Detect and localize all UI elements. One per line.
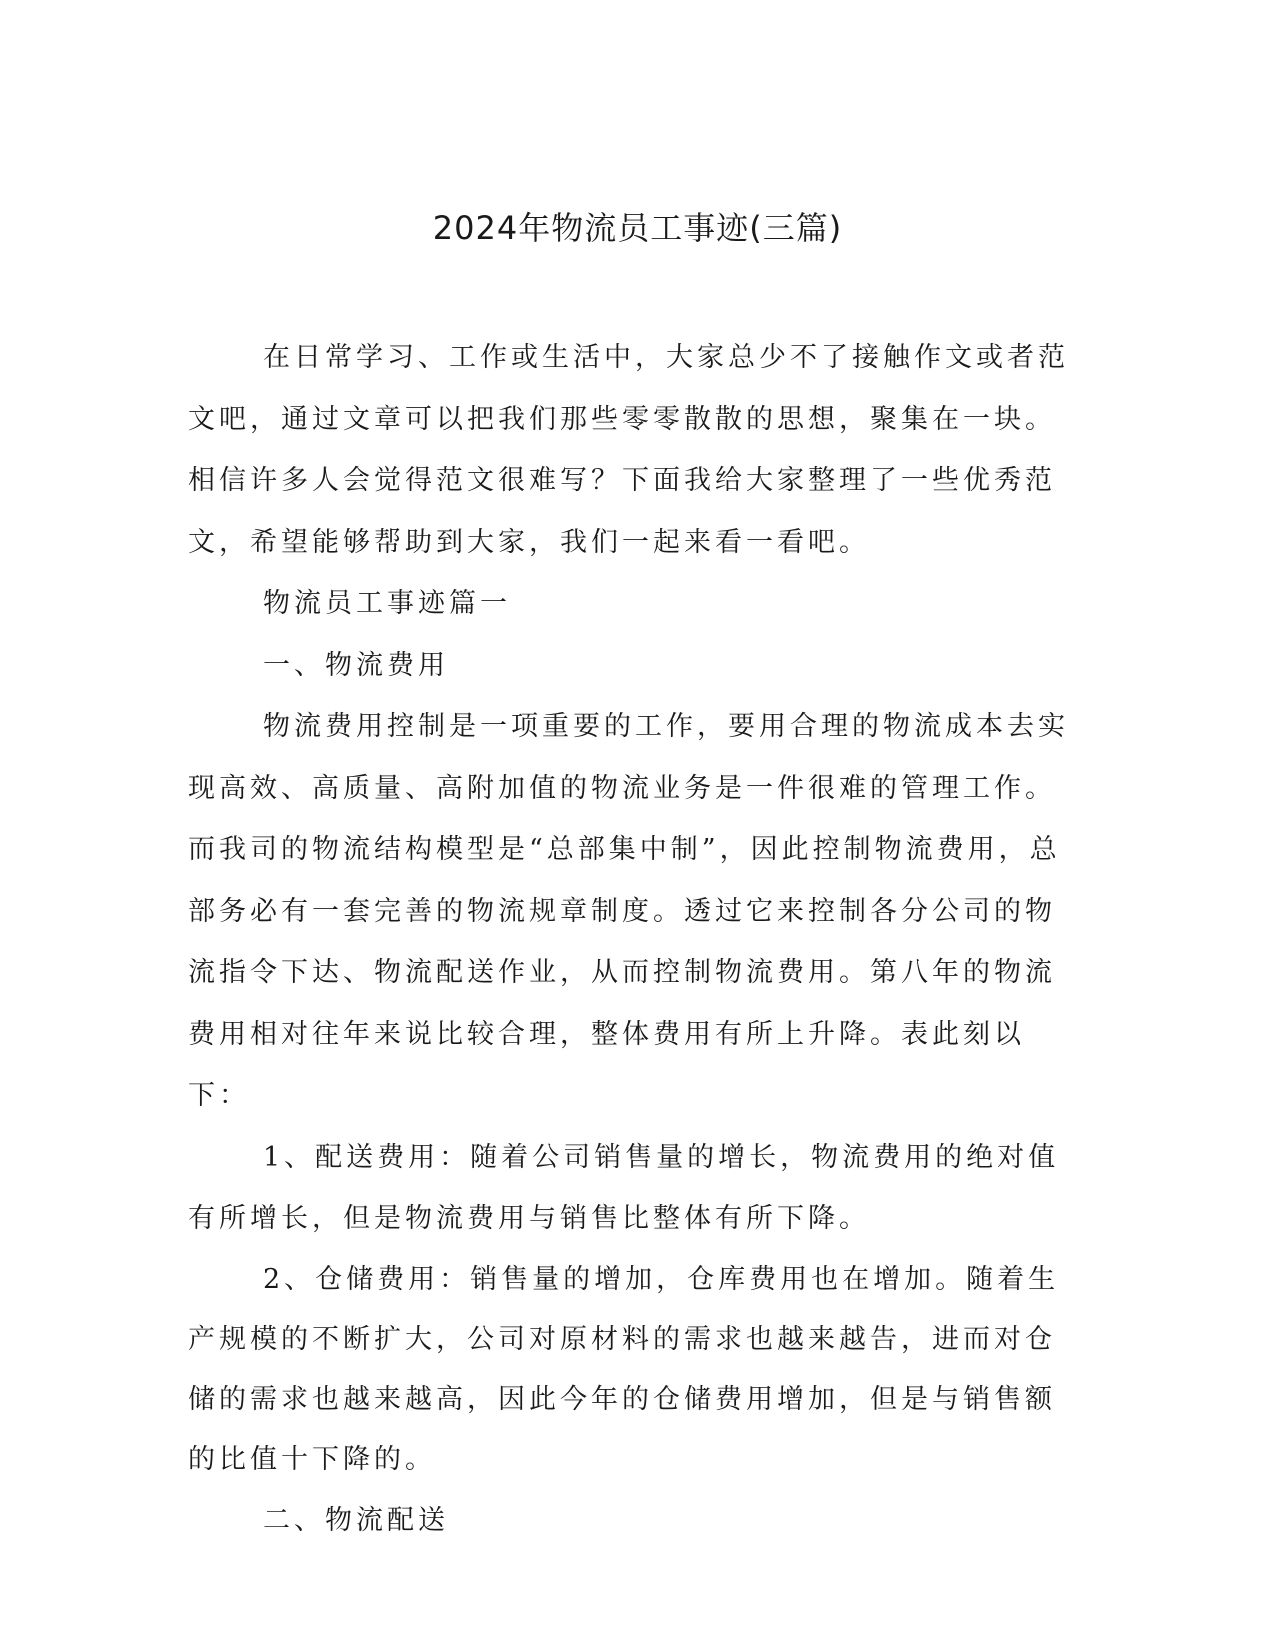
cost-control-paragraph: 物流费用控制是一项重要的工作，要用合理的物流成本去实现高效、高质量、高附加值的物流业务是一件很难的管理工作。而我司的物流结构模型是“总部集中制”，因此控制物流费用，总部务必有一套完善的物流规章制度。透过它来控制各分公司的物流指令下达、物流配送作业，从而控制物流费用。第八年的物流费用相对往年来说比较合理，整体费用有所上升降。表此刻以下：	[188, 711, 1069, 1111]
storage-cost-paragraph: 2、仓储费用：销售量的增加，仓库费用也在增加。随着生产规模的不断扩大，公司对原材料的需求也越来越告，进而对仓储的需求也越来越高，因此今年的仓储费用增加，但是与销售额的比值十下降的。	[188, 1263, 1060, 1475]
subheading-logistics-cost: 一、物流费用	[263, 649, 449, 681]
delivery-cost-paragraph: 1、配送费用：随着公司销售量的增长，物流费用的绝对值有所增长，但是物流费用与销售比整体有所下降。	[188, 1141, 1060, 1234]
document-body	[188, 327, 1081, 1551]
subheading-logistics-delivery: 二、物流配送	[263, 1504, 449, 1536]
intro-paragraph: 在日常学习、工作或生活中，大家总少不了接触作文或者范文吧，通过文章可以把我们那些零零散散的思想，聚集在一块。相信许多人会觉得范文很难写？下面我给大家整理了一些优秀范文，希望能够帮助到大家，我们一起来看一看吧。	[188, 342, 1069, 558]
section-heading-article-one: 物流员工事迹篇一	[263, 588, 511, 619]
document-title: 2024年物流员工事迹(三篇)	[432, 209, 843, 247]
